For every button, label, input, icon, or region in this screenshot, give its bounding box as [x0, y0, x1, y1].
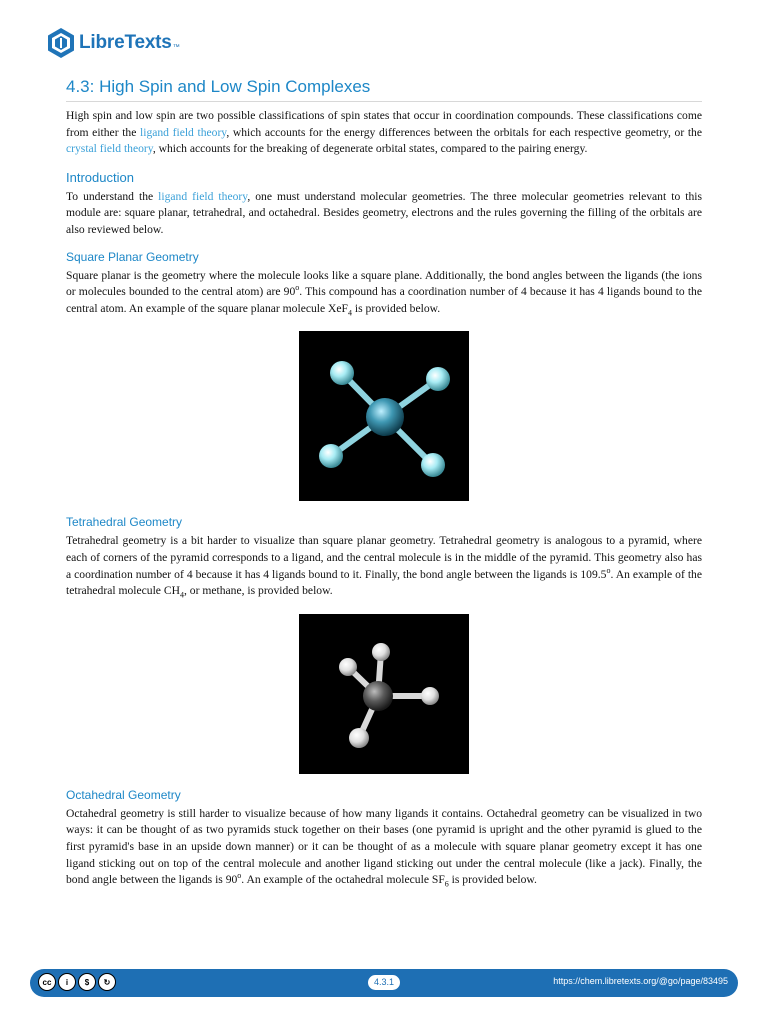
- intro-text-3: , which accounts for the breaking of degenerate orbital states, compared to the pairing energy.: [152, 142, 588, 156]
- square-planar-text-3: is provided below.: [352, 301, 441, 315]
- formula-subscript: 4: [348, 308, 353, 318]
- article-content: [66, 77, 702, 889]
- octahedral-text-3: is provided below.: [448, 873, 537, 887]
- libretexts-logo[interactable]: [46, 27, 180, 59]
- introduction-paragraph: [66, 189, 702, 239]
- sa-icon: ↻: [98, 973, 116, 991]
- introduction-text-1: To understand the: [66, 189, 159, 203]
- intro-paragraph: [66, 108, 702, 158]
- square-planar-heading: Square Planar Geometry: [66, 249, 199, 264]
- nc-icon: $: [78, 973, 96, 991]
- degree-sup: o: [606, 565, 611, 575]
- intro-text-1: High spin and low spin are two possible classifications of spin states that occur in coordination compounds. These classifications come from either the: [66, 109, 702, 139]
- by-icon: i: [58, 973, 76, 991]
- degree-sup: o: [237, 871, 242, 881]
- tetrahedral-text-1: Tetrahedral geometry is a bit harder to visualize than square planar geometry. Tetrahedral geometry is analogous to a pyramid, where each of corners of the pyramid corresponds to a ligand, and the central molecule is in the middle of the pyramid. This geometry also has a coordination number of 4 because it has 4 ligands bound to it. Finally, the bond angle between the ligands is 109.5: [66, 534, 702, 581]
- octahedral-text-1: Octahedral geometry is still harder to visualize because of how many ligands it contains. Octahedral geometry can be visualized in two ways: it can be thought of as two pyramids stuck together on their bases (one pyramid is upright and the other pyramid is glued to the first pyramid's base in an upside down manner) or it can be thought of as a molecule with square planar geometry except it has one ligand sticking out on top of the central molecule and another ligand sticking out under the central molecule (like a jack). Finally, the bond angle between the ligands is 90: [66, 806, 702, 887]
- crystal-field-theory-link[interactable]: crystal field theory: [66, 142, 153, 156]
- octahedral-heading: Octahedral Geometry: [66, 787, 181, 802]
- square-planar-text-1: Square planar is the geometry where the molecule looks like a square plane. Additionally, the bond angles between the ligands (the ions or molecules bounded to the central atom) are 90: [66, 268, 702, 299]
- xef4-molecule-image: [299, 331, 469, 501]
- page-url[interactable]: https://chem.libretexts.org/@go/page/83495: [553, 976, 728, 986]
- octahedral-paragraph: [66, 806, 702, 889]
- ligand-field-theory-link[interactable]: ligand field theory: [140, 125, 227, 139]
- license-badge[interactable]: [38, 973, 118, 991]
- tetrahedral-paragraph: [66, 533, 702, 599]
- logo-trademark: ™: [172, 44, 180, 51]
- introduction-heading: Introduction: [66, 169, 134, 185]
- libretexts-logo-icon: [46, 27, 76, 59]
- tetrahedral-text-3: , or methane, is provided below.: [183, 584, 333, 598]
- tetrahedral-heading: Tetrahedral Geometry: [66, 515, 183, 530]
- page-number: 4.3.1: [368, 975, 400, 990]
- tetrahedral-text-2: . An example of the tetrahedral molecule CH: [66, 567, 703, 598]
- formula-subscript: 6: [444, 879, 449, 889]
- page-title: 4.3: High Spin and Low Spin Complexes: [66, 77, 702, 102]
- octahedral-text-2: . An example of the octahedral molecule SF: [241, 873, 445, 887]
- square-planar-paragraph: [66, 268, 702, 318]
- ligand-field-theory-link-2[interactable]: ligand field theory: [158, 189, 248, 203]
- cc-icon: cc: [38, 973, 56, 991]
- introduction-text-2: , one must understand molecular geometries. The three molecular geometries relevant to this module are: square planar, tetrahedral, and octahedral. Besides geometry, electrons and the rules governing the filling of the orbitals are also reviewed below.: [66, 189, 703, 236]
- degree-sup: o: [295, 283, 300, 293]
- formula-subscript: 4: [179, 590, 184, 600]
- intro-text-2: , which accounts for the energy differences between the orbitals for each respective geometry, or the: [226, 125, 702, 139]
- page-footer: [30, 969, 738, 997]
- square-planar-text-2: . This compound has a coordination number of 4 because it has 4 ligands bound to the central atom. An example of the square planar molecule XeF: [66, 285, 702, 315]
- logo-text: LibreTexts: [79, 32, 172, 53]
- ch4-molecule-image: [299, 614, 469, 774]
